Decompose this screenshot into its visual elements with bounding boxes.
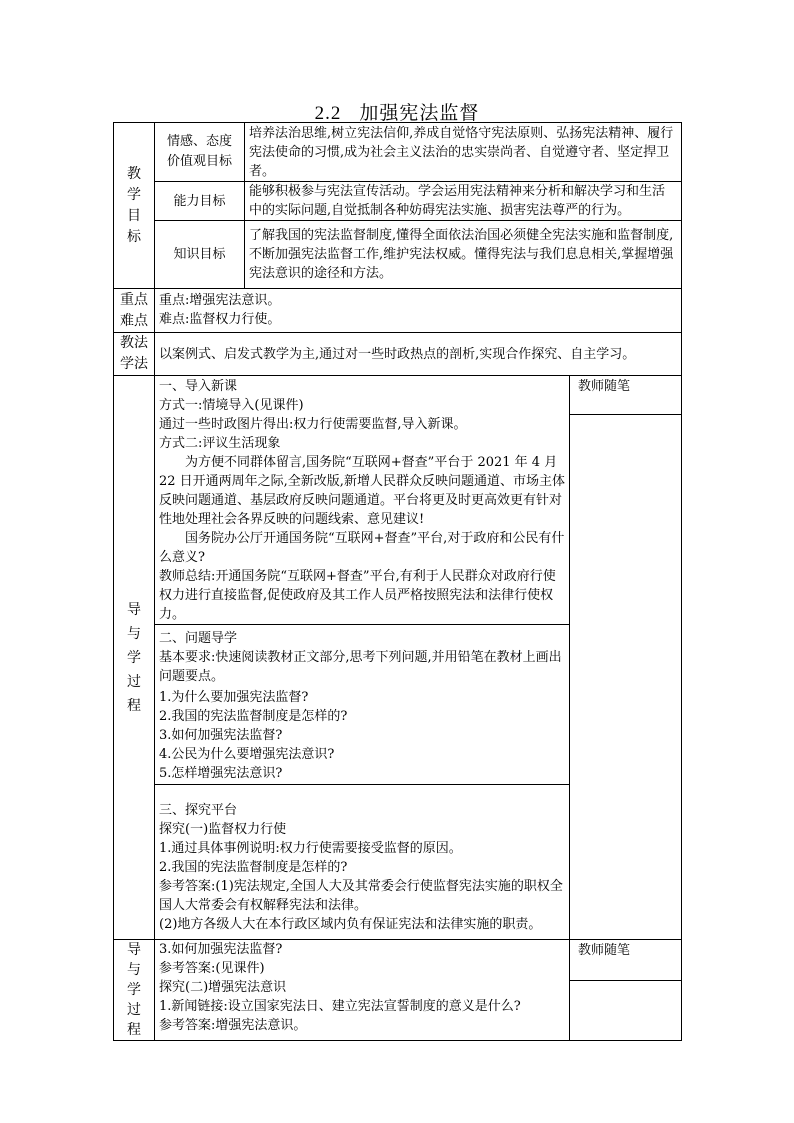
case-question: 国务院办公厅开通国务院“互联网+督查”平台,对于政府和公民有什么意义? bbox=[159, 531, 565, 565]
explore-subheading: 探究(一)监督权力行使 bbox=[159, 822, 287, 837]
teacher-notes-label: 教师随笔 bbox=[570, 940, 681, 981]
objective-name-ability: 能力目标 bbox=[155, 182, 245, 221]
reference-answer: 参考答案:(见课件) bbox=[159, 961, 265, 976]
section-heading: 二、问题导学 bbox=[159, 631, 238, 646]
reference-answer: 参考答案:增强宪法意识。 bbox=[159, 1018, 307, 1033]
methods-content: 以案例式、启发式教学为主,通过对一些时政热点的剖析,实现合作探究、自主学习。 bbox=[155, 333, 682, 376]
question-item: 1.为什么要加强宪法监督? bbox=[159, 690, 309, 705]
process-label: 导与学过程 bbox=[114, 376, 155, 940]
methods-label: 教法学法 bbox=[114, 333, 155, 376]
process-label-continued: 导与学过程 bbox=[114, 940, 155, 1041]
section-explore bbox=[155, 785, 570, 940]
question-item: 4.公民为什么要增强宪法意识? bbox=[159, 747, 335, 762]
section-guided-questions bbox=[155, 625, 570, 785]
explore-question: 1.通过具体事例说明:权力行使需要接受监督的原因。 bbox=[159, 841, 462, 856]
section-intro bbox=[155, 376, 570, 625]
question-item: 2.我国的宪法监督制度是怎样的? bbox=[159, 709, 348, 724]
key-point: 重点:增强宪法意识。 bbox=[159, 293, 281, 308]
explore-subheading: 探究(二)增强宪法意识 bbox=[159, 980, 287, 995]
objective-name-knowledge: 知识目标 bbox=[155, 221, 245, 289]
title-number: 2.2 bbox=[314, 103, 342, 124]
objective-content-ability: 能够积极参与宪法宣传活动。学会运用宪法精神来分析和解决学习和生活中的实际问题,自觉抵制各种妨碍宪法实施、损害宪法尊严的行为。 bbox=[245, 182, 682, 221]
news-link-question: 1.新闻链接:设立国家宪法日、建立宪法宣誓制度的意义是什么? bbox=[159, 999, 521, 1014]
teacher-summary: 教师总结:开通国务院“互联网+督查”平台,有利于人民群众对政府行使权力进行直接监督,促使政府及其工作人员严格按照宪法和法律行使权力。 bbox=[159, 569, 556, 622]
section-heading: 三、探究平台 bbox=[159, 803, 238, 818]
objective-content-attitude: 培养法治思维,树立宪法信仰,养成自觉恪守宪法原则、弘扬宪法精神、履行宪法使命的习惯,成为社会主义法治的忠实崇尚者、自觉遵守者、坚定捍卫者。 bbox=[245, 123, 682, 182]
teacher-notes-label: 教师随笔 bbox=[570, 376, 681, 415]
objectives-label: 教学目标 bbox=[114, 123, 155, 289]
case-paragraph: 为方便不同群体留言,国务院“互联网+督查”平台于 2021 年 4 月 22 日开通两周年之际,全新改版,新增人民群众反映问题通道、市场主体反映问题通道、基层政府反映问题通道。平台将更及时更高效更有针对性地处理社会各界反映的问题线索、意见建议! bbox=[159, 455, 565, 527]
question-item: 5.怎样增强宪法意识? bbox=[159, 766, 283, 781]
page-title bbox=[0, 98, 794, 125]
objective-content-knowledge: 了解我国的宪法监督制度,懂得全面依法治国必须健全宪法实施和监督制度,不断加强宪法监督工作,维护宪法权威。懂得宪法与我们息息相关,掌握增强宪法意识的途径和方法。 bbox=[245, 221, 682, 289]
lesson-plan-table bbox=[113, 122, 682, 1041]
reference-answer: (2)地方各级人大在本行政区域内负有保证宪法和法律实施的职责。 bbox=[159, 917, 542, 932]
way-one-desc: 通过一些时政图片得出:权力行使需要监督,导入新课。 bbox=[159, 417, 467, 432]
objective-name-attitude: 情感、态度价值观目标 bbox=[155, 123, 245, 182]
explore-question: 2.我国的宪法监督制度是怎样的? bbox=[159, 860, 348, 875]
explore-question: 3.如何加强宪法监督? bbox=[159, 942, 283, 957]
basic-requirement: 基本要求:快速阅读教材正文部分,思考下列问题,并用铅笔在教材上画出问题要点。 bbox=[159, 650, 562, 684]
teacher-notes-column-2 bbox=[570, 940, 682, 1041]
difficult-point: 难点:监督权力行使。 bbox=[159, 312, 281, 327]
teacher-notes-column bbox=[570, 376, 682, 940]
section-explore-continued bbox=[155, 940, 570, 1041]
way-one: 方式一:情境导入(见课件) bbox=[159, 398, 304, 413]
question-item: 3.如何加强宪法监督? bbox=[159, 728, 283, 743]
title-text: 加强宪法监督 bbox=[359, 102, 480, 124]
reference-answer: 参考答案:(1)宪法规定,全国人大及其常委会行使监督宪法实施的职权全国人大常委会有权解释宪法和法律。 bbox=[159, 879, 563, 913]
section-heading: 一、导入新课 bbox=[159, 379, 238, 394]
keypoints-label: 重点难点 bbox=[114, 289, 155, 333]
way-two: 方式二:评议生活现象 bbox=[159, 436, 281, 451]
